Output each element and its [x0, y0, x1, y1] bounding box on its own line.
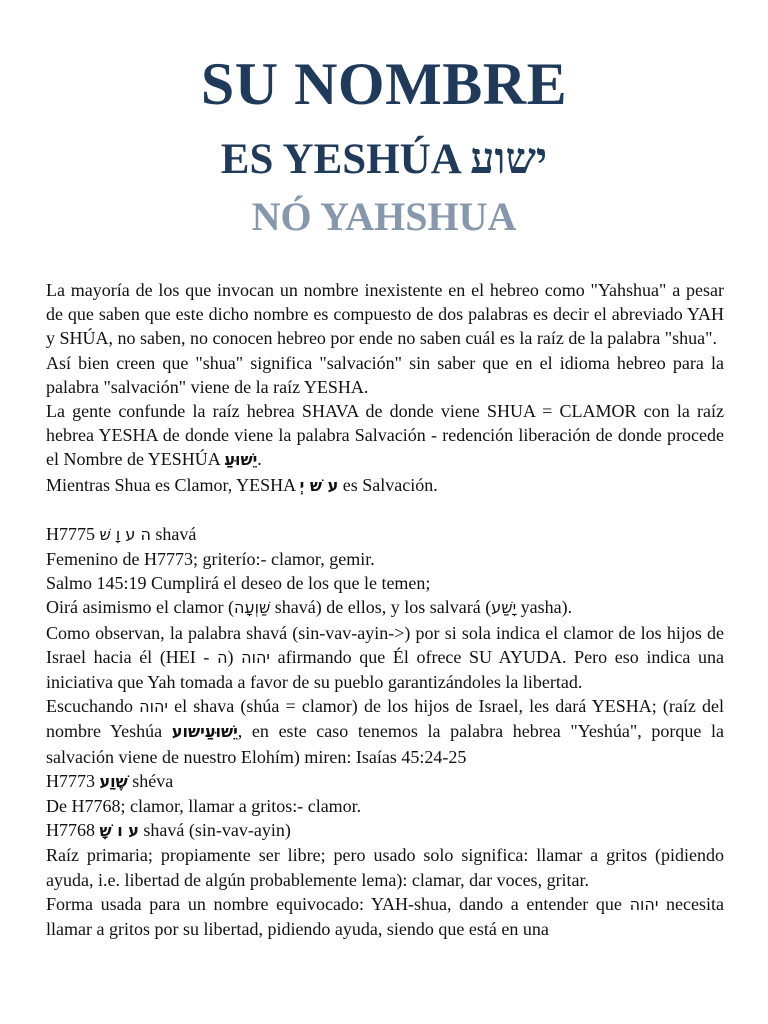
- spacer: [46, 498, 724, 522]
- text-run: shavá (sin-vav-ayin): [138, 820, 291, 841]
- text-run: shavá: [150, 523, 197, 544]
- title-hebrew-yeshua: ישוע: [470, 136, 548, 183]
- paragraph-shua-salvacion: Así bien creen que "shua" significa "salvación" sin saber que en el idioma hebreo para la palabra "salvación" viene de la raíz YESHA.: [46, 352, 724, 397]
- hebrew-word: ע ו שָׁ: [99, 821, 139, 841]
- text-run: H7773: [46, 770, 100, 791]
- entry-h7775: [46, 522, 724, 547]
- text-run: , en este caso tenemos la palabra hebrea "Yeshúa", porque la salvación viene de nuestro Elohím) miren: Isaías 45:24-25: [46, 721, 724, 767]
- title-es-yeshua: [0, 132, 768, 188]
- text-run: es Salvación.: [338, 474, 438, 495]
- text-run: Forma usada para un nombre equivocado: YAH-shua, dando a entender que: [46, 893, 630, 914]
- hebrew-word: יהוה: [241, 647, 270, 667]
- document-body: [46, 278, 724, 941]
- paragraph-raiz: Raíz primaria; propiamente ser libre; pero usado solo significa: llamar a gritos (pidiendo ayuda, i.e. libertad de algún probablemente lema): clamar, dar voces, gritar.: [46, 845, 724, 890]
- paragraph-intro: La mayoría de los que invocan un nombre inexistente en el hebreo como "Yahshua" a pesar de que saben que este dicho nombre es compuesto de dos palabras es decir el abreviado YAH y SHÚA, no saben, no conocen hebreo por ende no saben cuál es la raíz de la palabra "shua".: [46, 280, 724, 349]
- hebrew-word: ע שׁ יְ: [299, 475, 339, 495]
- paragraph-confusion: [46, 399, 724, 473]
- hebrew-letter: ה: [217, 647, 228, 667]
- text-run: La gente confunde la raíz hebrea SHAVA de donde viene SHUA = CLAMOR con la raíz hebrea YESHA de donde viene la palabra Salvación - redención liberación de donde procede el Nombre de YESHÚA: [46, 401, 724, 470]
- line-de-h7768: De H7768; clamor, llamar a gritos:- clamor.: [46, 796, 362, 817]
- entry-h7773: [46, 769, 724, 794]
- paragraph-mientras: [46, 473, 724, 498]
- text-run: .: [257, 449, 262, 470]
- text-run: Mientras Shua es Clamor, YESHA: [46, 474, 300, 495]
- text-run: Escuchando: [46, 696, 140, 717]
- text-run: afirmando que Él ofrece SU AYUDA. Pero eso indica una iniciativa que Yah tomada a favor de su pueblo garantizándoles la libertad.: [46, 646, 724, 693]
- text-run: Como observan, la palabra shavá (sin-vav-ayin->) por si sola indica el clamor de los hijos de Israel hacia él (HEI -: [46, 622, 724, 667]
- hebrew-word: יהוה: [139, 697, 168, 717]
- hebrew-word: יֵשׁוּעַ: [204, 722, 238, 742]
- hebrew-word: שַׁוְעָה: [233, 598, 271, 618]
- paragraph-como-observan: [46, 621, 724, 695]
- text-run: el shava (shúa = clamor) de los hijos de Israel, les dará YESHA; (raíz del nombre Yeshúa: [46, 696, 725, 742]
- hebrew-word: יהוה: [629, 894, 659, 914]
- title-es-yeshua-text: ES YESHÚA: [220, 136, 460, 183]
- hebrew-word: שֶׁוַע: [99, 771, 128, 791]
- hebrew-word: יֵשׁוּעַ: [224, 450, 258, 470]
- title-su-nombre: SU NOMBRE: [200, 51, 568, 117]
- text-run: H7768: [46, 820, 100, 841]
- text-run: Oirá asimismo el clamor (: [46, 597, 234, 618]
- paragraph-escuchando: [46, 694, 724, 769]
- line-oira: [46, 595, 724, 620]
- hebrew-word: ישוע: [171, 722, 205, 742]
- paragraph-forma: [46, 892, 724, 941]
- text-run: necesita llamar a gritos por su libertad, pidiendo ayuda, siendo que está en una: [46, 893, 724, 940]
- text-run: ): [227, 646, 242, 667]
- hebrew-word: ה ע וָ שׁ: [99, 524, 151, 544]
- line-femenino: Femenino de H7773; griterío:- clamor, gemir.: [46, 549, 375, 570]
- text-run: H7775: [46, 523, 100, 544]
- text-run: shéva: [127, 770, 174, 791]
- text-run: yasha).: [516, 597, 573, 618]
- line-salmo: Salmo 145:19 Cumplirá el deseo de los que le temen;: [46, 573, 431, 594]
- text-run: shavá) de ellos, y los salvará (: [270, 597, 492, 618]
- title-no-yahshua: NÓ YAHSHUA: [251, 194, 517, 239]
- entry-h7768: [46, 818, 724, 843]
- hebrew-word: יָשַׁע: [491, 598, 517, 618]
